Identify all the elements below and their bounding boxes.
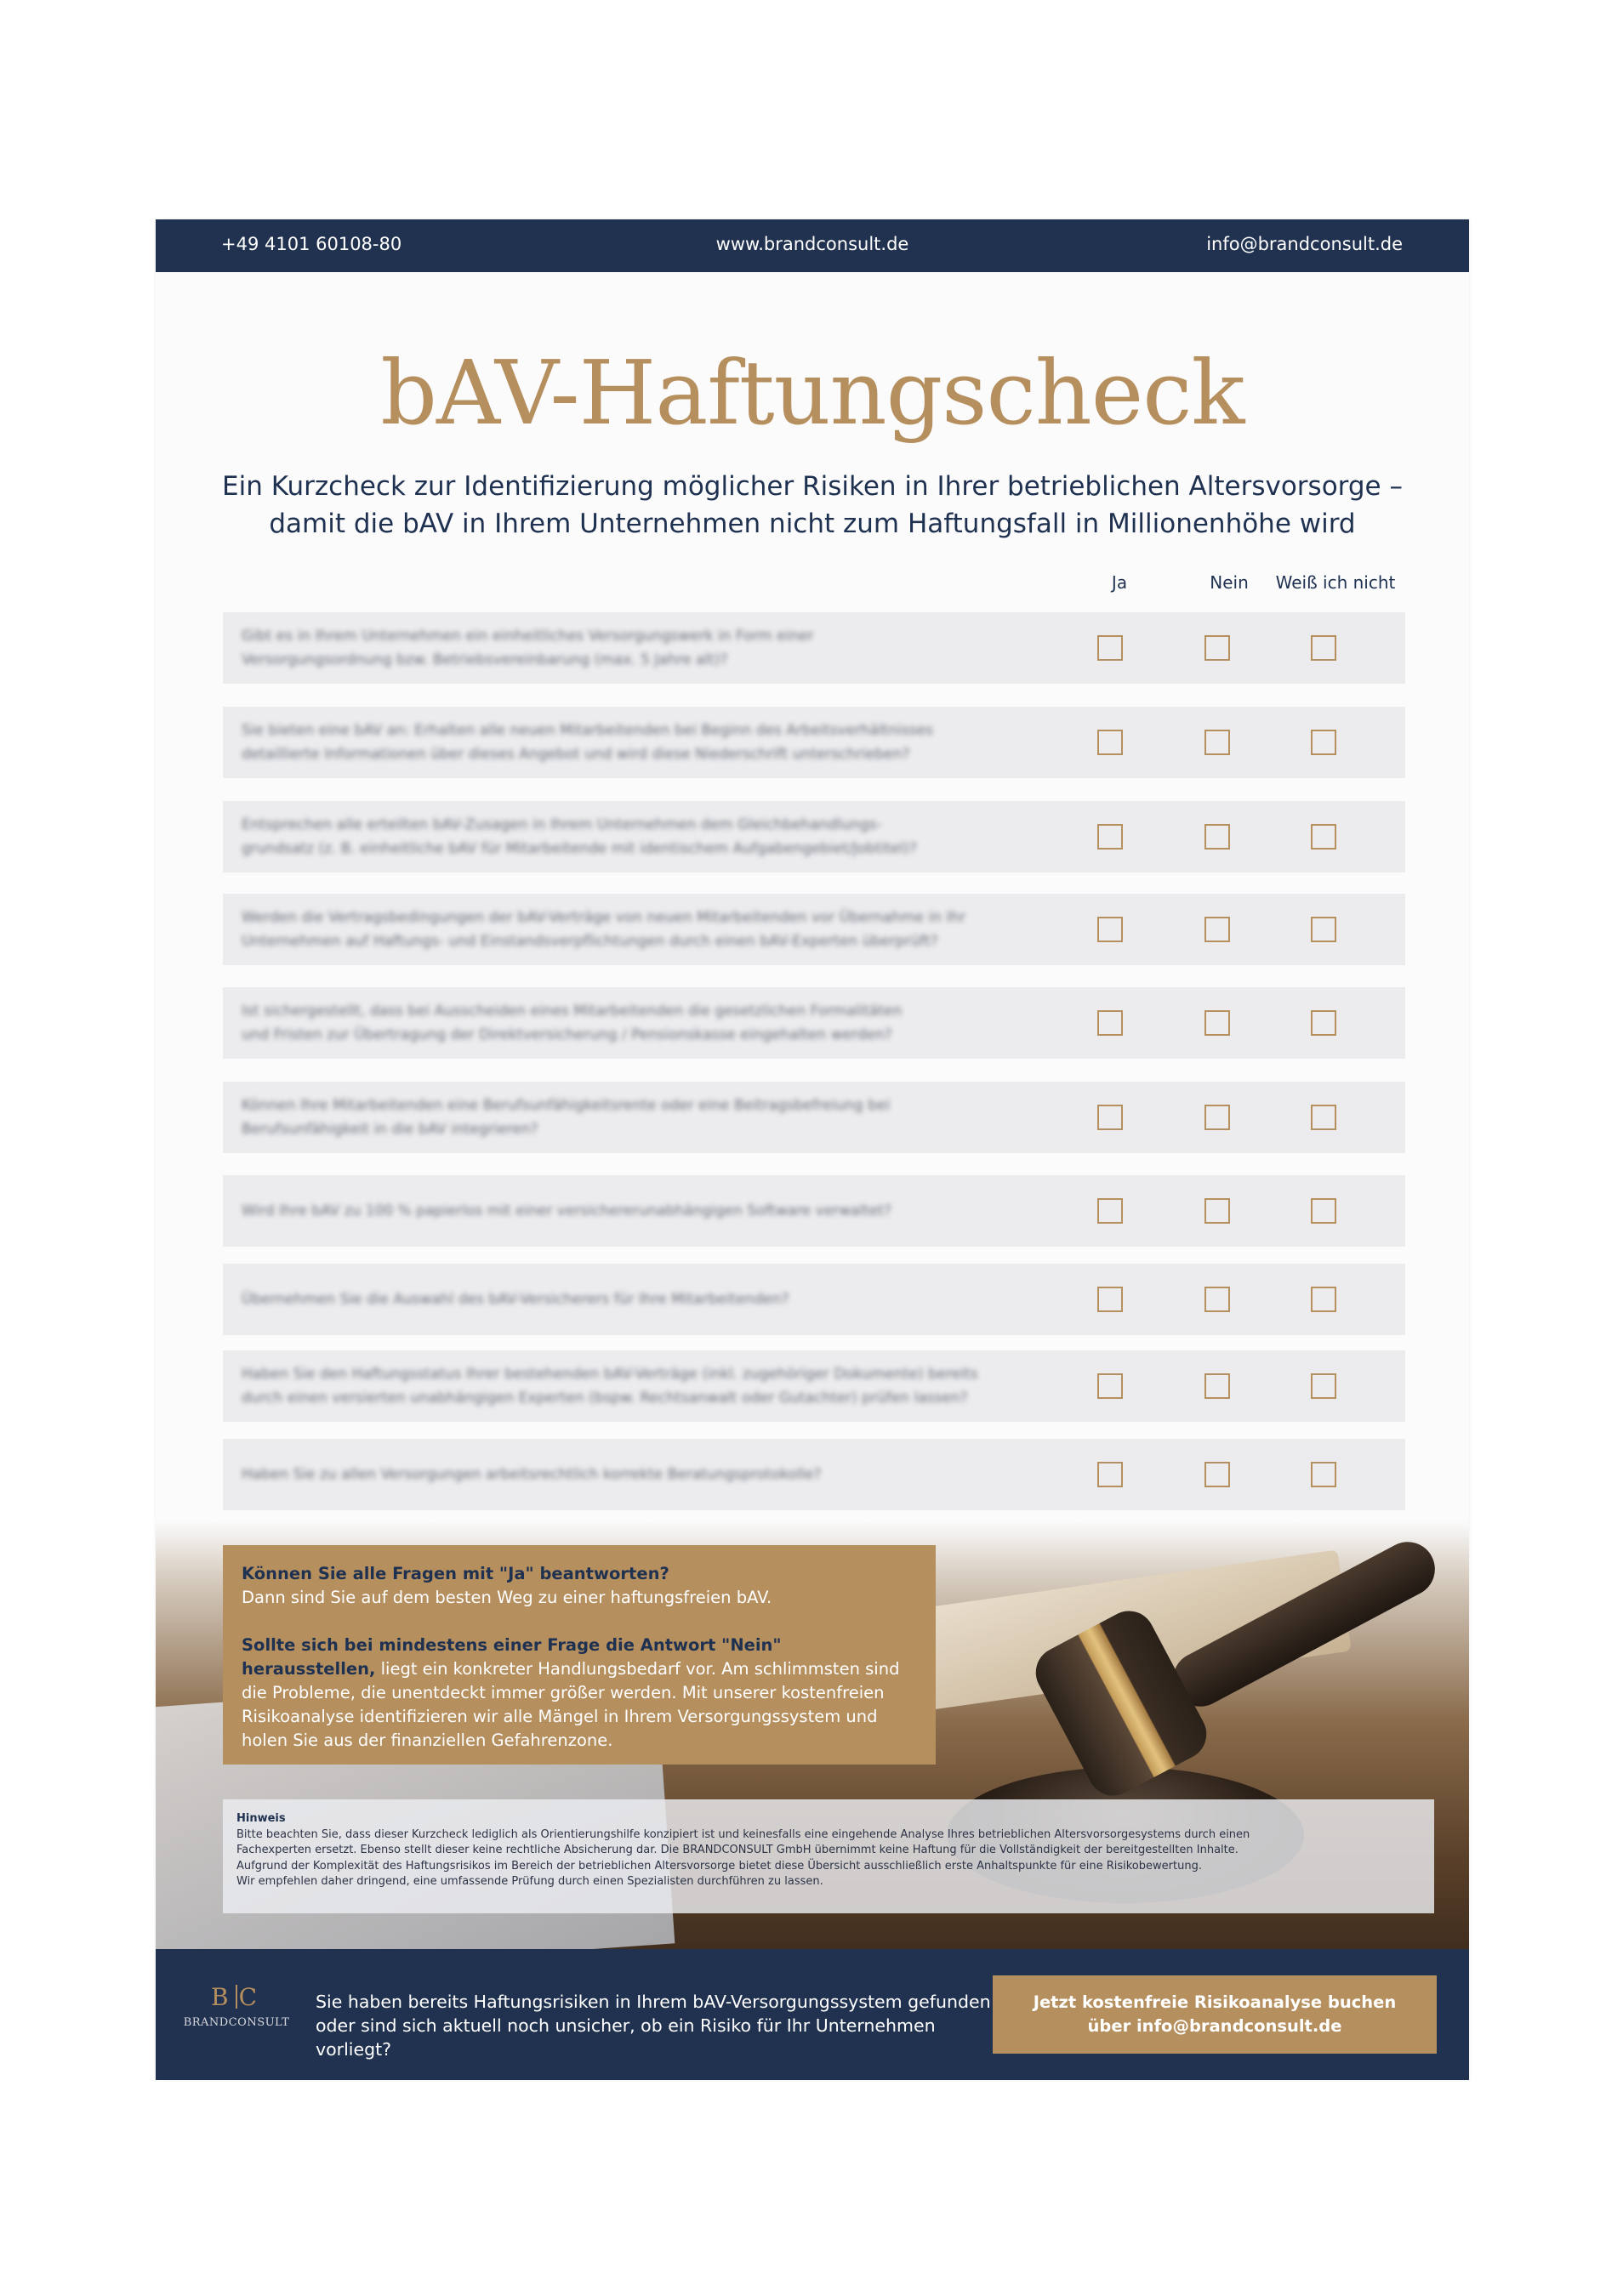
- question-row: [223, 1439, 1405, 1510]
- yes-checkbox[interactable]: [1097, 1462, 1123, 1487]
- question-row: [223, 1264, 1405, 1335]
- question-line-1: Sie bieten eine bAV an: Erhalten alle neuen Mitarbeitenden bei Beginn des Arbeitsverhältnisses: [242, 722, 933, 739]
- footer-text-line-2: oder sind sich aktuell noch unsicher, ob ein Risiko für Ihr Unternehmen vorliegt?: [316, 2015, 936, 2060]
- info-paragraph-2: [242, 1634, 917, 1753]
- question-line-1: Übernehmen Sie die Auswahl des bAV-Versicherers für Ihre Mitarbeitenden?: [242, 1291, 789, 1308]
- cta-line-2: über info@brandconsult.de: [1087, 2016, 1342, 2036]
- contact-bar: [156, 219, 1469, 272]
- unknown-checkbox[interactable]: [1311, 917, 1336, 942]
- unknown-checkbox[interactable]: [1311, 1010, 1336, 1036]
- column-header-unknown: Weiß ich nicht: [1275, 572, 1396, 593]
- page-subtitle: [156, 468, 1469, 543]
- question-text: [242, 1199, 1092, 1223]
- question-row: [223, 894, 1405, 965]
- yes-checkbox[interactable]: [1097, 1287, 1123, 1312]
- yes-checkbox[interactable]: [1097, 917, 1123, 942]
- header-email[interactable]: info@brandconsult.de: [1206, 234, 1403, 254]
- unknown-checkbox[interactable]: [1311, 1462, 1336, 1487]
- unknown-checkbox[interactable]: [1311, 1287, 1336, 1312]
- question-line-1: Gibt es in Ihrem Unternehmen ein einheitliches Versorgungswerk in Form einer: [242, 628, 814, 645]
- book-analysis-button[interactable]: [993, 1975, 1437, 2054]
- question-row: [223, 612, 1405, 684]
- question-text: [242, 624, 1092, 672]
- yes-checkbox[interactable]: [1097, 1105, 1123, 1130]
- question-row: [223, 801, 1405, 872]
- column-header-yes: Ja: [1111, 572, 1128, 593]
- yes-checkbox[interactable]: [1097, 635, 1123, 661]
- info-bold-2: Sollte sich bei mindestens einer Frage die Antwort "Nein" herausstellen,: [242, 1635, 782, 1679]
- header-phone[interactable]: +49 4101 60108-80: [221, 234, 402, 254]
- question-text: [242, 906, 1092, 953]
- yes-checkbox[interactable]: [1097, 1010, 1123, 1036]
- question-line-1: Werden die Vertragsbedingungen der bAV-Verträge von neuen Mitarbeitenden vor Übernahme in Ihr: [242, 909, 966, 926]
- question-text: [242, 1463, 1092, 1486]
- info-rest-2: liegt ein konkreter Handlungsbedarf vor. Am schlimmsten sind die Probleme, die unentdeckt immer größer werden. Mit unserer kostenfreien Risikoanalyse identifizieren wir alle Mängel in Ihrem Versorgungssystem und holen Sie aus der finanziellen Gefahrenzone.: [242, 1659, 900, 1750]
- disclaimer-line-3: Aufgrund der Komplexität des Haftungsrisikos im Bereich der betrieblichen Altersvorsorge bietet diese Übersicht ausschließlich erste Anhaltspunkte für eine Risikobewertung.: [236, 1859, 1202, 1873]
- question-text: [242, 813, 1092, 861]
- unknown-checkbox[interactable]: [1311, 635, 1336, 661]
- question-line-1: Wird Ihre bAV zu 100 % papierlos mit einer versichererunabhängigen Software verwaltet?: [242, 1202, 892, 1219]
- no-checkbox[interactable]: [1204, 730, 1230, 755]
- question-line-2: durch einen versierten unabhängigen Experten (bspw. Rechtsanwalt oder Gutachter) prüfen lassen?: [242, 1390, 968, 1407]
- disclaimer-title: Hinweis: [236, 1812, 286, 1825]
- no-checkbox[interactable]: [1204, 1462, 1230, 1487]
- unknown-checkbox[interactable]: [1311, 1198, 1336, 1224]
- question-line-2: und Fristen zur Übertragung der Direktversicherung / Pensionskasse eingehalten werden?: [242, 1026, 892, 1043]
- question-row: [223, 1175, 1405, 1247]
- question-row: [223, 707, 1405, 778]
- question-text: [242, 999, 1092, 1047]
- question-line-2: Unternehmen auf Haftungs- und Einstandsverpflichtungen durch einen bAV-Experten überprüft?: [242, 933, 938, 950]
- question-row: [223, 1082, 1405, 1153]
- unknown-checkbox[interactable]: [1311, 824, 1336, 850]
- disclaimer-line-1: Bitte beachten Sie, dass dieser Kurzcheck lediglich als Orientierungshilfe konzipiert ist und keinesfalls eine eingehende Analyse Ihres betrieblichen Altersvorsorgesystems durch einen: [236, 1827, 1250, 1841]
- no-checkbox[interactable]: [1204, 1198, 1230, 1224]
- question-line-1: Haben Sie zu allen Versorgungen arbeitsrechtlich korrekte Beratungsprotokolle?: [242, 1466, 822, 1483]
- no-checkbox[interactable]: [1204, 1105, 1230, 1130]
- unknown-checkbox[interactable]: [1311, 1105, 1336, 1130]
- question-text: [242, 1362, 1092, 1410]
- cta-line-1: Jetzt kostenfreie Risikoanalyse buchen: [1033, 1992, 1397, 2012]
- brandconsult-logo: [181, 1983, 292, 2048]
- question-line-2: Berufsunfähigkeit in die bAV integrieren?: [242, 1121, 538, 1138]
- no-checkbox[interactable]: [1204, 917, 1230, 942]
- no-checkbox[interactable]: [1204, 824, 1230, 850]
- header-website[interactable]: www.brandconsult.de: [715, 234, 909, 254]
- footer-bar: [156, 1949, 1469, 2080]
- info-line-1: Dann sind Sie auf dem besten Weg zu einer haftungsfreien bAV.: [242, 1588, 772, 1607]
- unknown-checkbox[interactable]: [1311, 730, 1336, 755]
- question-line-2: detaillierte Informationen über dieses Angebot und wird diese Niederschrift unterschrieben?: [242, 746, 910, 763]
- no-checkbox[interactable]: [1204, 1010, 1230, 1036]
- no-checkbox[interactable]: [1204, 1287, 1230, 1312]
- disclaimer-line-2: Fachexperten ersetzt. Ebenso stellt dieser keine rechtliche Absicherung dar. Die BRANDCONSULT GmbH übernimmt keine Haftung für die Vollständigkeit der bereitgestellten Inhalte.: [236, 1844, 1239, 1856]
- question-text: [242, 719, 1092, 766]
- question-line-1: Können Ihre Mitarbeitenden eine Berufsunfähigkeitsrente oder eine Beitragsbefreiung bei: [242, 1097, 891, 1114]
- question-line-1: Ist sichergestellt, dass bei Ausscheiden eines Mitarbeitenden die gesetzlichen Formalitäten: [242, 1003, 903, 1020]
- logo-mark: [181, 1983, 292, 2011]
- info-heading: Können Sie alle Fragen mit "Ja" beantworten?: [242, 1564, 669, 1583]
- footer-text: [316, 1990, 996, 2061]
- question-row: [223, 987, 1405, 1059]
- question-text: [242, 1287, 1092, 1311]
- yes-checkbox[interactable]: [1097, 1198, 1123, 1224]
- column-header-no: Nein: [1210, 572, 1249, 593]
- result-info-box: [223, 1545, 936, 1765]
- question-text: [242, 1094, 1092, 1141]
- subtitle-line-2: damit die bAV in Ihrem Unternehmen nicht zum Haftungsfall in Millionenhöhe wird: [269, 509, 1356, 539]
- yes-checkbox[interactable]: [1097, 1373, 1123, 1399]
- question-line-2: grundsatz (z. B. einheitliche bAV für Mitarbeitende mit identischem Aufgabengebiet/Jobtitel)?: [242, 840, 917, 857]
- unknown-checkbox[interactable]: [1311, 1373, 1336, 1399]
- question-line-1: Haben Sie den Haftungsstatus Ihrer bestehenden bAV-Verträge (inkl. zugehöriger Dokumente) bereits: [242, 1366, 978, 1383]
- logo-wordmark: BRANDCONSULT: [183, 2016, 290, 2029]
- disclaimer-box: [223, 1799, 1434, 1913]
- question-row: [223, 1350, 1405, 1422]
- question-line-1: Entsprechen alle erteilten bAV-Zusagen in Ihrem Unternehmen dem Gleichbehandlungs-: [242, 816, 882, 833]
- yes-checkbox[interactable]: [1097, 824, 1123, 850]
- flyer-page: [156, 219, 1469, 2080]
- disclaimer-line-4: Wir empfehlen daher dringend, eine umfassende Prüfung durch einen Spezialisten durchführen zu lassen.: [236, 1875, 823, 1888]
- logo-letter-c: C: [238, 1983, 262, 2011]
- no-checkbox[interactable]: [1204, 635, 1230, 661]
- subtitle-line-1: Ein Kurzcheck zur Identifizierung möglicher Risiken in Ihrer betrieblichen Altersvorsorge –: [222, 471, 1403, 502]
- page-title: bAV-Haftungscheck: [380, 341, 1244, 445]
- no-checkbox[interactable]: [1204, 1373, 1230, 1399]
- question-line-2: Versorgungsordnung bzw. Betriebsvereinbarung (max. 5 Jahre alt)?: [242, 651, 728, 668]
- footer-text-line-1: Sie haben bereits Haftungsrisiken in Ihrem bAV-Versorgungssystem gefunden: [316, 1992, 991, 2012]
- logo-letter-b: B: [210, 1983, 234, 2011]
- yes-checkbox[interactable]: [1097, 730, 1123, 755]
